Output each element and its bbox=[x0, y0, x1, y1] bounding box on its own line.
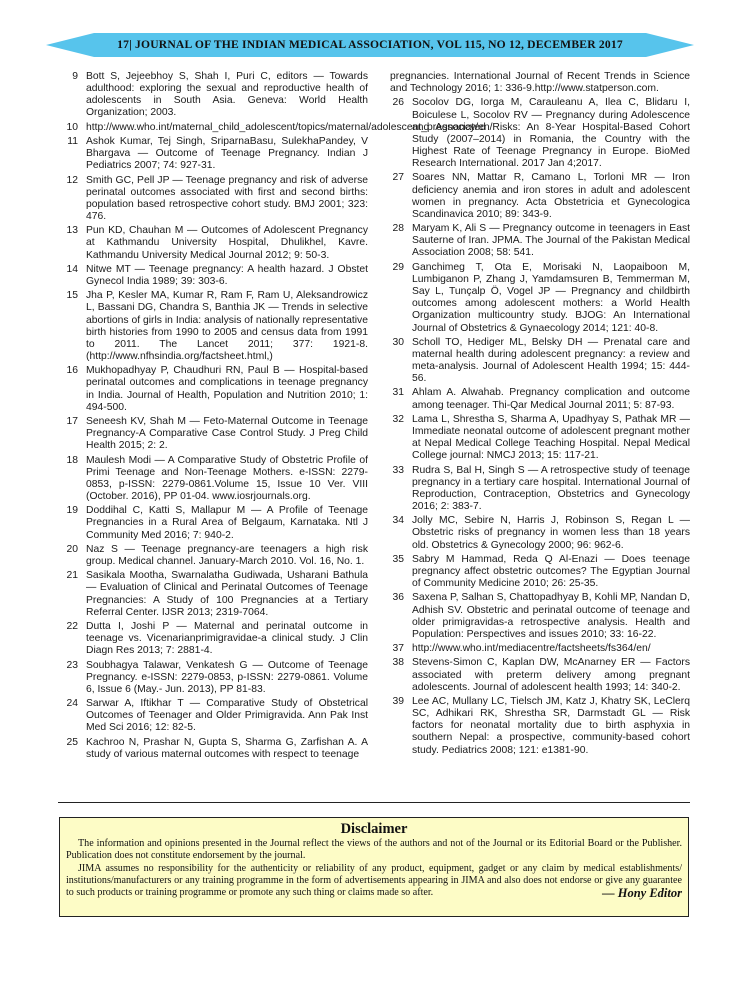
reference-text: Bott S, Jejeebhoy S, Shah I, Puri C, editors — Towards adulthood: exploring the sexual and reproductive health of adolescents in South Asia. Geneva: World Health Organization; 2003. bbox=[86, 71, 368, 119]
reference-text: Smith GC, Pell JP — Teenage pregnancy and risk of adverse perinatal outcomes associated with first and second births: population based retrospective cohort study. BMJ 2001; 323: 476. bbox=[86, 174, 368, 222]
reference-item bbox=[64, 570, 368, 619]
reference-text: Lama L, Shrestha S, Sharma A, Upadhyay S, Pathak MR — Immediate neonatal outcome of adolescent pregnant mother at Nepal Medical College Teaching Hospital. Nepal Medical College journal: NMCJ 2013; 15: 117-21. bbox=[412, 413, 690, 462]
reference-number: 23 bbox=[66, 659, 78, 671]
reference-number: 39 bbox=[392, 695, 404, 707]
reference-number: 33 bbox=[392, 464, 404, 476]
reference-text: Jha P, Kesler MA, Kumar R, Ram F, Ram U, Aleksandrowicz L, Bassani DG, Chandra S, Banthia JK — Trends in selective abortions of girls in India: analysis of nationally representative birth histories from 1990 to 2005 and census data from 1991 to 2011. The Lancet 2011; 377: 1921-8. (http://www.nfhsindia.org/factsheet.html,) bbox=[86, 290, 368, 362]
reference-text: Seneesh KV, Shah M — Feto-Maternal Outcome in Teenage Pregnancy-A Comparative Case Control Study. J Preg Child Health 2015; 2: 2. bbox=[86, 415, 368, 452]
reference-text: Soares NN, Mattar R, Camano L, Torloni MR — Iron deficiency anemia and iron stores in adult and adolescent women in pregnancy. Acta Obstetricia et Gynecologica Scandinavica 2010; 89: 343-9. bbox=[412, 172, 690, 220]
reference-number: 22 bbox=[66, 620, 78, 632]
reference-item bbox=[390, 657, 690, 693]
reference-number: 20 bbox=[66, 543, 78, 555]
reference-text: Dutta I, Joshi P — Maternal and perinatal outcome in teenage vs. Vicenarianprimigravidae-a clinical study. J Clin Diagn Res 2013; 7: 2881-4. bbox=[86, 620, 368, 657]
reference-number: 27 bbox=[392, 172, 404, 184]
reference-item bbox=[64, 660, 368, 696]
reference-text: Jolly MC, Sebire N, Harris J, Robinson S, Regan L — Obstetric risks of pregnancy in women less than 18 years old. Obstetrics & Gynecology 2000; 96: 962-6. bbox=[412, 515, 690, 551]
reference-text: Kachroo N, Prashar N, Gupta S, Sharma G, Zarfishan A. A study of various maternal outcomes with respect to teenage bbox=[86, 736, 368, 760]
reference-number: 35 bbox=[392, 553, 404, 565]
reference-text: Nitwe MT — Teenage pregnancy: A health hazard. J Obstet Gynecol India 1989; 39: 303-6. bbox=[86, 263, 368, 287]
reference-continuation: pregnancies. International Journal of Recent Trends in Science and Technology 2016; 1: 336-9.http://www.statperson.com. bbox=[390, 71, 690, 95]
reference-item bbox=[64, 290, 368, 363]
reference-number: 26 bbox=[392, 97, 404, 109]
journal-header-text: 17| JOURNAL OF THE INDIAN MEDICAL ASSOCIATION, VOL 115, NO 12, DECEMBER 2017 bbox=[117, 38, 623, 51]
reference-text: http://www.who.int/maternal_child_adolescent/topics/maternal/adolescent_pregnancy/en/ bbox=[86, 121, 493, 133]
reference-text: Saxena P, Salhan S, Chattopadhyay B, Kohli MP, Nandan D, Adhish SV. Obstetric and perinatal outcome of teenage and older primigravidas-a retrospective analysis. Health and Population: Perspectives and issues 2010; 33: 16-22. bbox=[412, 592, 690, 640]
reference-item bbox=[64, 416, 368, 452]
reference-item bbox=[390, 337, 690, 386]
reference-item bbox=[64, 737, 368, 761]
reference-number: 10 bbox=[66, 121, 78, 133]
reference-item bbox=[64, 121, 493, 134]
reference-text: Naz S — Teenage pregnancy-are teenagers a high risk group. Medical channel. January-March 2010. Vol. 16, No. 1. bbox=[86, 543, 368, 567]
reference-item bbox=[390, 696, 690, 757]
editor-signature: — Hony Editor bbox=[602, 886, 682, 901]
reference-number: 9 bbox=[72, 71, 78, 82]
reference-number: 21 bbox=[66, 570, 78, 582]
reference-text: Doddihal C, Katti S, Mallapur M — A Profile of Teenage Pregnancies in a Rural Area of Belgaum, Karnataka. Ntl J Community Med 2016; 7: 940-2. bbox=[86, 505, 368, 541]
reference-item bbox=[390, 172, 690, 221]
reference-item bbox=[64, 175, 368, 224]
reference-number: 19 bbox=[66, 505, 78, 517]
reference-item bbox=[390, 515, 690, 551]
journal-header-banner bbox=[46, 33, 694, 57]
reference-text: Rudra S, Bal H, Singh S — A retrospective study of teenage pregnancy in a tertiary care hospital. International Journal of Reproduction, Contraception, Obstetrics and Gynecology 2016; 2: 383-7. bbox=[412, 464, 690, 513]
reference-number: 30 bbox=[392, 336, 404, 348]
reference-item bbox=[390, 262, 690, 335]
reference-item bbox=[64, 71, 368, 120]
reference-item bbox=[390, 465, 690, 514]
reference-item bbox=[64, 225, 368, 261]
reference-item bbox=[64, 698, 368, 734]
disclaimer-box bbox=[59, 817, 689, 917]
reference-item bbox=[64, 621, 368, 657]
disclaimer-title: Disclaimer bbox=[340, 821, 408, 837]
reference-text: Maryam K, Ali S — Pregnancy outcome in teenagers in East Sauterne of Iran. JPMA. The Journal of the Pakistan Medical Association 2008; 58: 541. bbox=[412, 223, 690, 259]
reference-item bbox=[64, 505, 368, 541]
reference-text: Lee AC, Mullany LC, Tielsch JM, Katz J, Khatry SK, LeClerq SC, Adhikari RK, Shrestha SR, Darmstadt GL — Risk factors for neonatal mortality due to birth asphyxia in southern Nepal: a prospective, community-based cohort study. Pediatrics 2008; 121: e1381-90. bbox=[412, 695, 690, 756]
reference-number: 11 bbox=[67, 135, 78, 147]
reference-number: 28 bbox=[392, 223, 404, 235]
references-right-column bbox=[390, 71, 690, 759]
reference-number: 32 bbox=[392, 413, 404, 425]
reference-text: Maulesh Modi — A Comparative Study of Obstetric Profile of Primi Teenage and Non-Teenage Mothers. e-ISSN: 2279-0853, p-ISSN: 2279-0861.Volume 15, Issue 10 Ver. VIII (October. 2016), PP 01-04. www.iosrjournals.org. bbox=[86, 454, 368, 502]
reference-number: 36 bbox=[392, 592, 404, 604]
reference-number: 31 bbox=[392, 387, 404, 399]
reference-item bbox=[390, 97, 690, 170]
reference-text: Sarwar A, Iftikhar T — Comparative Study of Obstetrical Outcomes of Teenager and Older Primigravida. Ann Pak Inst Med Sci 2016; 12: 82-5. bbox=[86, 698, 368, 734]
reference-text: Sasikala Mootha, Swarnalatha Gudiwada, Usharani Bathula — Evaluation of Clinical and Perinatal Outcomes of Teenage Pregnancies: A Study of 100 Pregnancies at a Tertiary Referral Center. IJSR 2013; 2319-7064. bbox=[86, 570, 368, 618]
reference-number: 17 bbox=[66, 415, 78, 427]
reference-text: Ashok Kumar, Tej Singh, SriparnaBasu, SulekhaPandey, V Bhargava — Outcome of Teenage Pregnancy. Indian J Pediatrics 2007; 74: 927-31. bbox=[86, 135, 368, 172]
reference-number: 14 bbox=[66, 263, 78, 275]
reference-text: Mukhopadhyay P, Chaudhuri RN, Paul B — Hospital-based perinatal outcomes and complications in teenage pregnancy in India. Journal of Health, Population and Nutrition 2010; 1: 494-500. bbox=[86, 365, 368, 413]
disclaimer-paragraph-1: The information and opinions presented in the Journal reflect the views of the authors and not of the Journal or its Editorial Board or the Publisher. Publication does not constitute endorsement by the journal. bbox=[66, 838, 682, 862]
reference-number: 37 bbox=[392, 643, 404, 655]
reference-text: http://www.who.int/mediacentre/factsheets/fs364/en/ bbox=[412, 643, 651, 655]
reference-number: 38 bbox=[392, 657, 404, 669]
reference-item bbox=[64, 365, 368, 414]
reference-item bbox=[390, 592, 690, 641]
reference-number: 25 bbox=[66, 736, 78, 748]
reference-item bbox=[64, 136, 368, 172]
reference-text: Ahlam A. Alwahab. Pregnancy complication and outcome among teenager. Thi-Qar Medical Journal 2011; 5: 87-93. bbox=[412, 387, 690, 411]
section-divider bbox=[58, 802, 690, 803]
reference-number: 18 bbox=[66, 454, 78, 466]
reference-text: Ganchimeg T, Ota E, Morisaki N, Laopaiboon M, Lumbiganon P, Zhang J, Yamdamsuren B, Temmerman M, Say L, Tunçalp Ö, Vogel JP — Pregnancy and childbirth outcomes among adolescent mothers: a World Health Organization multicountry study. BJOG: An International Journal of Obstetrics & Gynaecology 2014; 121: 40-8. bbox=[412, 261, 690, 334]
reference-number: 13 bbox=[66, 225, 78, 237]
reference-text: Soubhagya Talawar, Venkatesh G — Outcome of Teenage Pregnancy. e-ISSN: 2279-0853, p-ISSN: 2279-0861. Volume 6, Issue 6 (May.- Jun. 2013), PP 81-83. bbox=[86, 659, 368, 695]
reference-text: Stevens-Simon C, Kaplan DW, McAnarney ER — Factors associated with preterm delivery among pregnant adolescents. Journal of adolescent health 1993; 14: 340-2. bbox=[412, 657, 690, 693]
reference-text: Pun KD, Chauhan M — Outcomes of Adolescent Pregnancy at Kathmandu University Hospital, Dhulikhel, Kavre. Kathmandu University Medical Journal 2012; 9: 50-3. bbox=[86, 225, 368, 261]
reference-number: 34 bbox=[392, 515, 404, 527]
reference-item bbox=[64, 544, 368, 568]
disclaimer-paragraph-2-text: JIMA assumes no responsibility for the authenticity or reliability of any product, equipment, gadget or any claim by medical establishments/ institutions/manufacturers or any training programme in the form of advertisements appearing in JIMA and also does not endorse or give any guarantee to such products or training programme or promote any such thing or claims made so after. bbox=[66, 862, 682, 899]
reference-text: Sabry M Hammad, Reda Q Al-Enazi — Does teenage pregnancy affect obstetric outcomes? The Egyptian Journal of Community Medicine 2010; 26: 25-35. bbox=[412, 553, 690, 590]
reference-item bbox=[64, 264, 368, 288]
reference-text: Socolov DG, Iorga M, Carauleanu A, Ilea C, Blidaru I, Boiculese L, Socolov RV — Pregnancy during Adolescence and Associated Risks: An 8-Year Hospital-Based Cohort Study (2007–2014) in Romania, the Country with the Highest Rate of Teenage Pregnancy in Europe. BioMed Research International. 2017 Jan 4;2017. bbox=[412, 97, 690, 170]
reference-item bbox=[390, 554, 690, 590]
reference-text: Scholl TO, Hediger ML, Belsky DH — Prenatal care and maternal health during adolescent pregnancy: a review and meta-analysis. Journal of Adolescent Health 1994; 15: 444-56. bbox=[412, 336, 690, 385]
reference-number: 15 bbox=[66, 290, 78, 302]
reference-item bbox=[390, 643, 690, 655]
reference-item bbox=[390, 387, 690, 411]
reference-item bbox=[390, 223, 690, 259]
reference-number: 16 bbox=[66, 365, 78, 377]
reference-item bbox=[64, 455, 368, 504]
reference-number: 12 bbox=[66, 174, 78, 186]
disclaimer-paragraph-2 bbox=[66, 863, 682, 900]
reference-number: 24 bbox=[66, 698, 78, 710]
reference-number: 29 bbox=[392, 261, 404, 273]
reference-item bbox=[390, 414, 690, 463]
